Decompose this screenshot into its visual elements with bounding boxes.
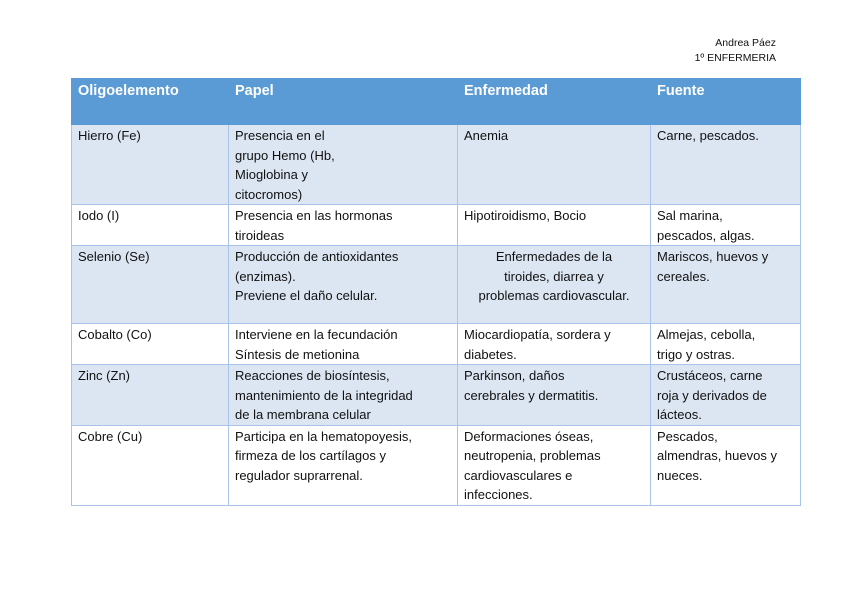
table-row — [72, 125, 801, 205]
cell-line: regulador suprarrenal. — [235, 467, 363, 483]
cell-line: cardiovasculares e — [464, 467, 573, 483]
cell-line: lácteos. — [657, 407, 702, 422]
cell-line: Deformaciones óseas, — [464, 428, 594, 444]
cell-line: firmeza de los cartílagos y — [235, 448, 387, 463]
cell-element: Iodo (I) — [72, 205, 229, 246]
cell-line: infecciones. — [464, 487, 533, 502]
cell-disease — [458, 365, 651, 426]
header-enfermedad: Enfermedad — [458, 79, 651, 125]
cell-line: grupo Hemo (Hb, — [235, 147, 335, 163]
cell-source — [651, 324, 801, 365]
cell-role — [229, 125, 458, 205]
cell-disease — [458, 125, 651, 205]
cell-line: almendras, huevos y — [657, 448, 777, 463]
cell-line: Sal marina, — [657, 208, 723, 223]
cell-source — [651, 425, 801, 505]
cell-line: roja y derivados de — [657, 387, 767, 403]
header-oligoelemento: Oligoelemento — [72, 79, 229, 125]
cell-source — [651, 246, 801, 324]
cell-disease — [458, 324, 651, 365]
cell-role — [229, 324, 458, 365]
cell-role — [229, 365, 458, 426]
cell-line: cereales. — [657, 268, 710, 284]
table-row — [72, 246, 801, 324]
cell-line: diabetes. — [464, 346, 517, 362]
cell-disease — [458, 246, 651, 324]
cell-role — [229, 246, 458, 324]
cell-line: Participa en la hematopoyesis, — [235, 428, 413, 444]
cell-disease — [458, 425, 651, 505]
cell-line: Reacciones de biosíntesis, — [235, 368, 390, 383]
cell-line: Crustáceos, carne — [657, 368, 763, 383]
cell-line: problemas cardiovascular. — [478, 288, 630, 303]
cell-line: Presencia en las hormonas — [235, 208, 393, 223]
cell-line: (enzimas). — [235, 268, 296, 284]
author-name: Andrea Páez — [715, 37, 776, 49]
table-header-row — [72, 79, 801, 125]
cell-line: Mioglobina y — [235, 167, 308, 182]
cell-element: Cobalto (Co) — [72, 324, 229, 365]
cell-element: Selenio (Se) — [72, 246, 229, 324]
table-row — [72, 365, 801, 426]
cell-role — [229, 425, 458, 505]
cell-line: pescados, algas. — [657, 227, 755, 243]
table-row — [72, 324, 801, 365]
cell-line: Previene el daño celular. — [235, 288, 378, 303]
cell-element: Hierro (Fe) — [72, 125, 229, 205]
cell-line: cerebrales y dermatitis. — [464, 387, 599, 403]
cell-line: Almejas, cebolla, — [657, 327, 756, 342]
cell-line: Mariscos, huevos y — [657, 249, 769, 264]
cell-line: Síntesis de metionina — [235, 346, 360, 362]
cell-line: Pescados, — [657, 428, 718, 444]
cell-line: Carne, pescados. — [657, 128, 759, 143]
cell-disease — [458, 205, 651, 246]
cell-line: Producción de antioxidantes — [235, 249, 399, 264]
cell-line: Interviene en la fecundación — [235, 327, 398, 342]
author-block — [695, 36, 776, 66]
cell-line: neutropenia, problemas — [464, 448, 601, 463]
cell-line: citocromos) — [235, 186, 303, 202]
cell-source — [651, 365, 801, 426]
trace-elements-table — [71, 78, 801, 506]
cell-source — [651, 205, 801, 246]
author-course: 1º ENFERMERIA — [694, 52, 776, 64]
cell-role — [229, 205, 458, 246]
cell-line: tiroides, diarrea y — [504, 268, 604, 284]
header-papel: Papel — [229, 79, 458, 125]
cell-line: mantenimiento de la integridad — [235, 387, 413, 403]
cell-source — [651, 125, 801, 205]
cell-line: Miocardiopatía, sordera y — [464, 327, 611, 342]
cell-line: de la membrana celular — [235, 407, 371, 422]
cell-line: Enfermedades de la — [495, 249, 613, 264]
table-row — [72, 205, 801, 246]
cell-line: trigo y ostras. — [657, 346, 736, 362]
cell-element: Zinc (Zn) — [72, 365, 229, 426]
cell-line: Parkinson, daños — [464, 368, 565, 383]
header-fuente: Fuente — [651, 79, 801, 125]
cell-line: nueces. — [657, 467, 703, 483]
cell-line: Hipotiroidismo, Bocio — [464, 208, 587, 223]
cell-element: Cobre (Cu) — [72, 425, 229, 505]
cell-line: tiroideas — [235, 227, 285, 243]
cell-line: Presencia en el — [235, 128, 325, 143]
table-row — [72, 425, 801, 505]
cell-line: Anemia — [464, 128, 509, 143]
